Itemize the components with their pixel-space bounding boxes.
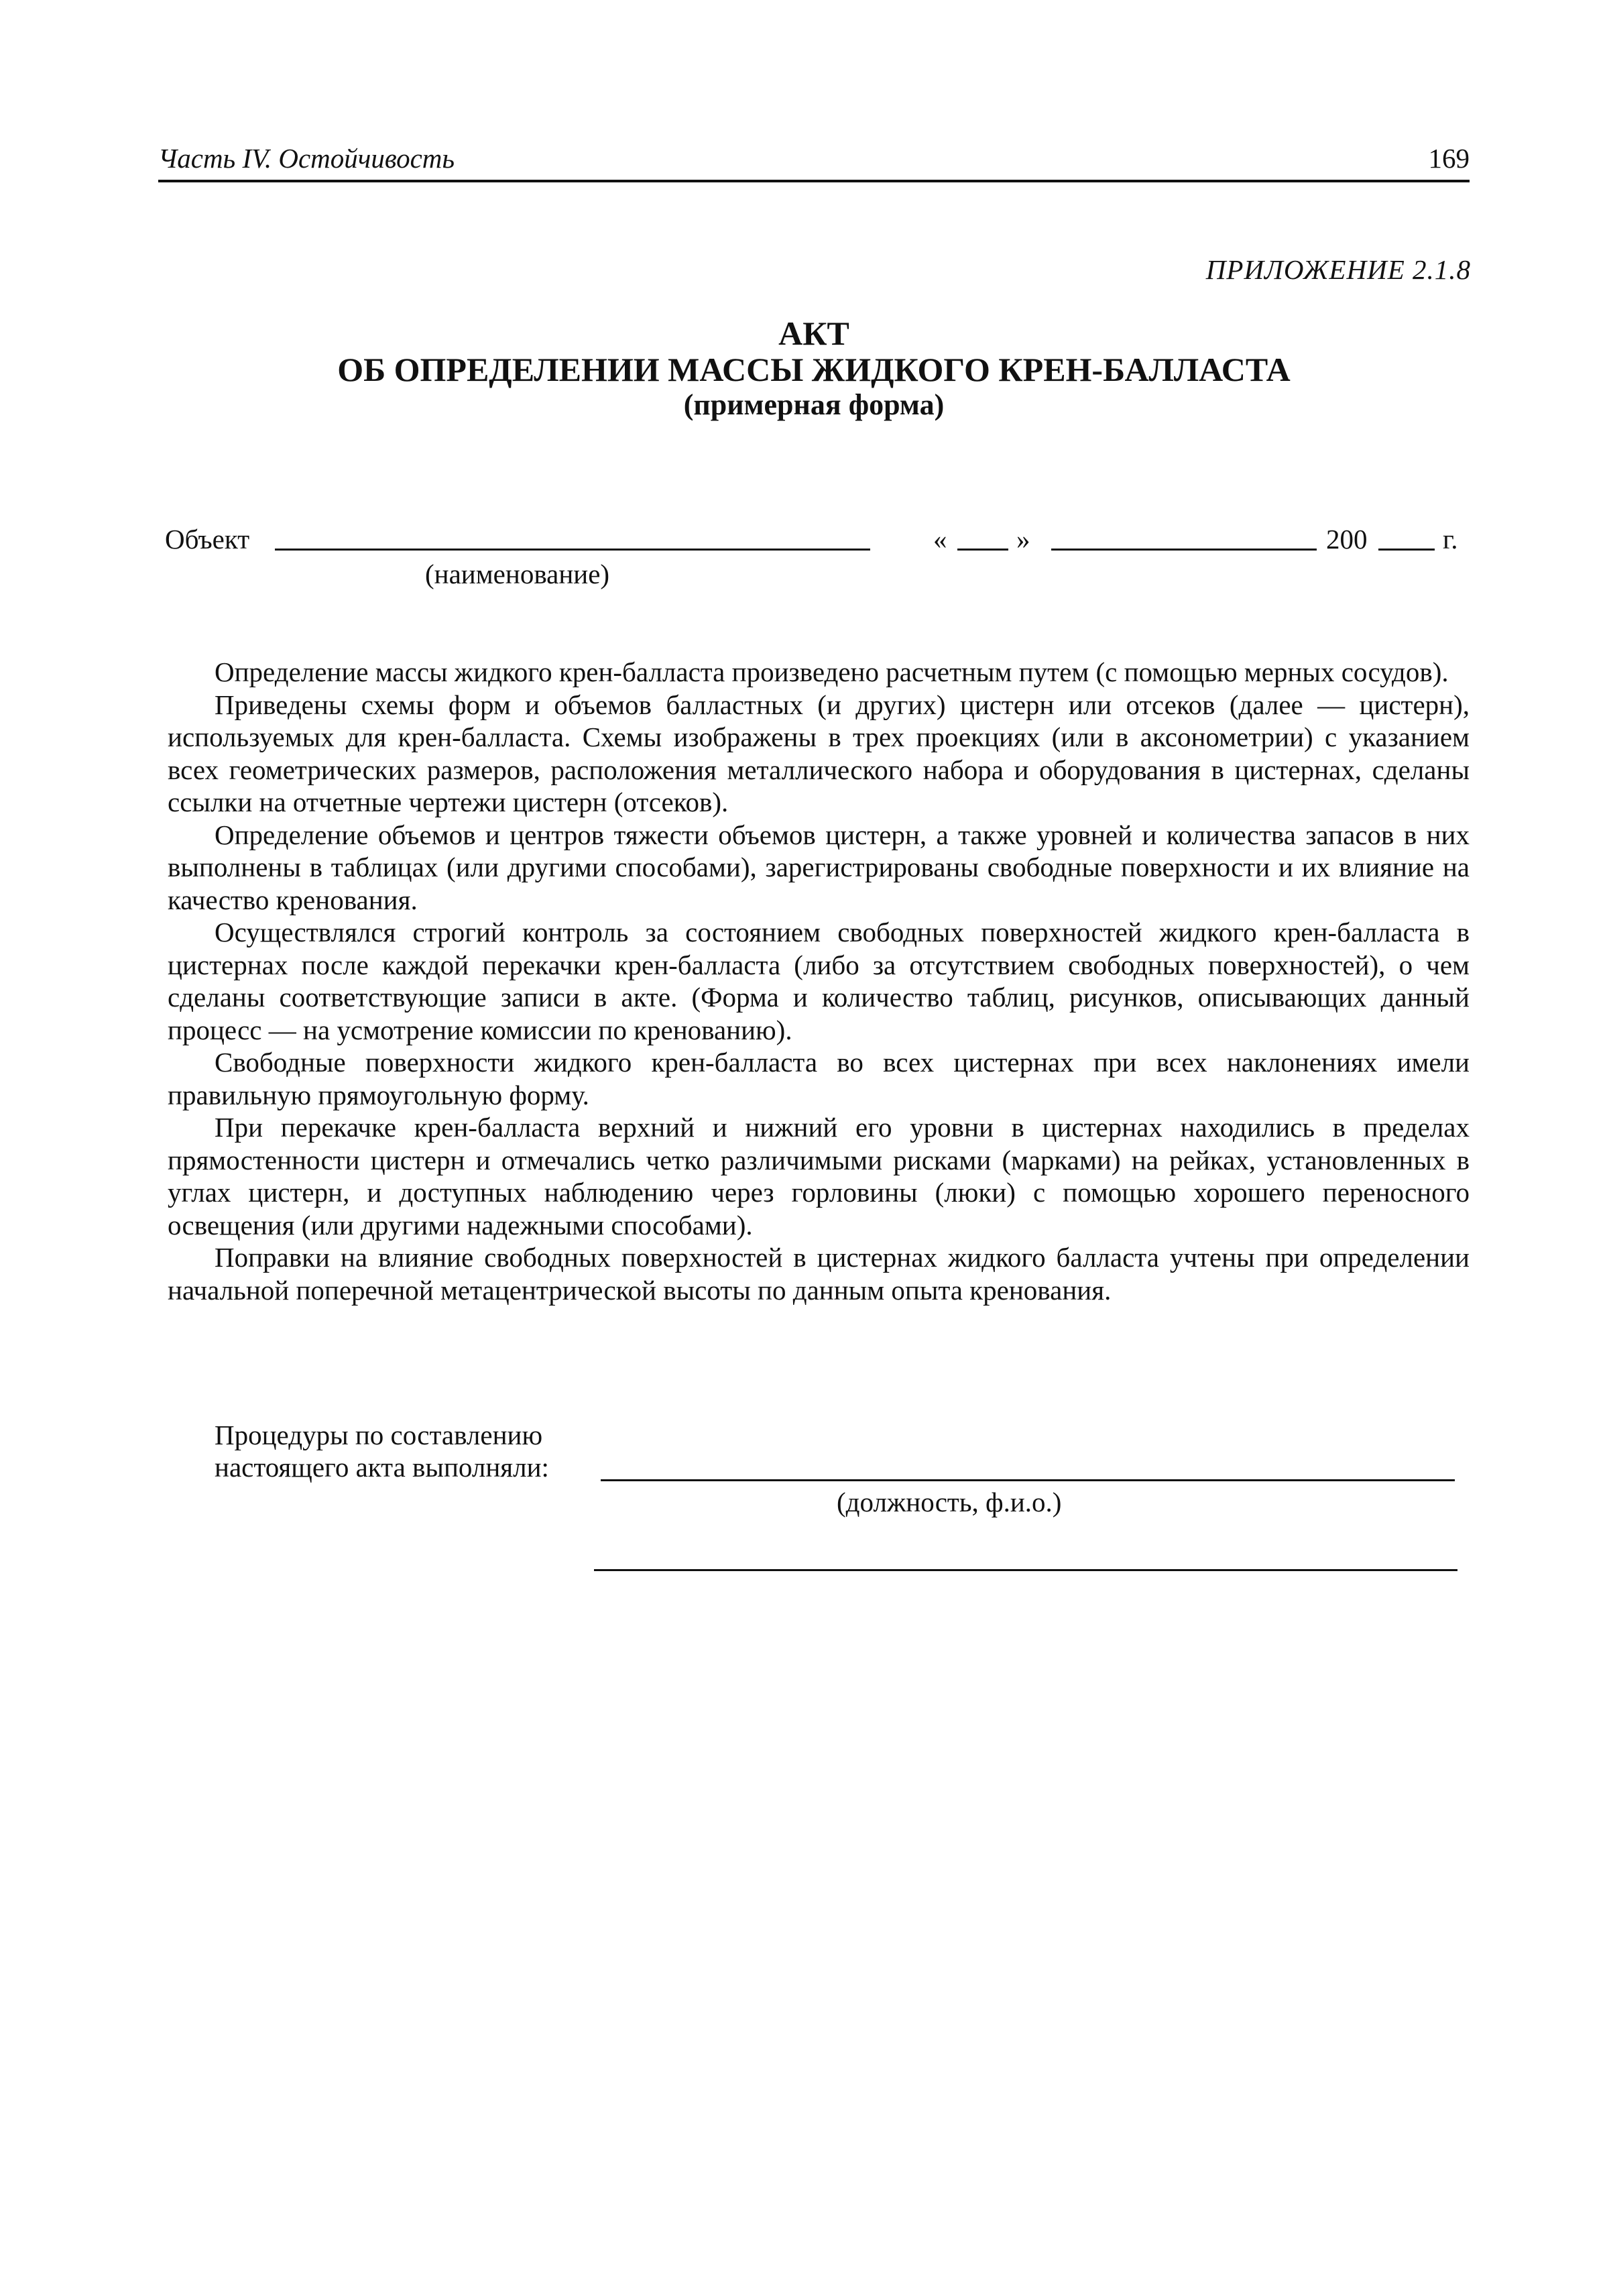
- object-name-caption: (наименование): [425, 559, 610, 589]
- signature-caption: (должность, ф.и.о.): [837, 1487, 1062, 1517]
- object-label: Объект: [165, 524, 250, 555]
- section-title: Часть IV. Остойчивость: [158, 143, 455, 174]
- date-quote-close: »: [1016, 524, 1030, 555]
- paragraph-2: Приведены схемы форм и объемов балластных (и других) цистерн или отсеков (далее — цистерн), используемых для крен-балласта. Схемы изображены в трех проекциях (или в аксонометрии) с указанием всех геометрических размеров, расположения металлического набора и оборудования в цистернах, сделаны ссылки на отчетные чертежи цистерн (отсеков).: [168, 689, 1470, 817]
- signature-blank-2[interactable]: [594, 1569, 1457, 1571]
- title-line-2: ОБ ОПРЕДЕЛЕНИИ МАССЫ ЖИДКОГО КРЕН-БАЛЛАСТА: [337, 351, 1291, 388]
- year-blank[interactable]: [1378, 549, 1435, 551]
- date-quote-open: «: [933, 524, 947, 555]
- year-suffix: г.: [1443, 524, 1458, 555]
- body-text: [168, 656, 1470, 1306]
- object-name-blank[interactable]: [275, 549, 870, 551]
- signature-blank-1[interactable]: [601, 1479, 1455, 1481]
- paragraph-1: Определение массы жидкого крен-балласта произведено расчетным путем (с помощью мерных сосудов).: [215, 656, 1449, 687]
- document-title: [158, 315, 1470, 422]
- signature-label-line-1: Процедуры по составлению: [215, 1420, 543, 1450]
- running-header: [158, 142, 1470, 182]
- paragraph-7: Поправки на влияние свободных поверхностей в цистернах жидкого балласта учтены при определении начальной поперечной метацентрической высоты по данным опыта кренования.: [168, 1242, 1470, 1306]
- signature-label: [215, 1419, 549, 1483]
- paragraph-6: При перекачке крен-балласта верхний и нижний его уровни в цистернах находились в пределах прямостенности цистерн и отмечались четко различимыми рисками (марками) на рейках, установленных в углах цистерн, и доступных наблюдению через горловины (люки) с помощью хорошего переносного освещения (или другими надежными способами).: [168, 1112, 1470, 1241]
- title-line-1: АКТ: [778, 314, 849, 352]
- page-number: 169: [1428, 143, 1470, 174]
- paragraph-5: Свободные поверхности жидкого крен-балласта во всех цистернах при всех наклонениях имели правильную прямоугольную форму.: [168, 1047, 1470, 1110]
- title-line-3: (примерная форма): [683, 388, 945, 421]
- day-blank[interactable]: [957, 549, 1008, 551]
- paragraph-3: Определение объемов и центров тяжести объемов цистерн, а также уровней и количества запасов в них выполнены в таблицах (или другими способами), зарегистрированы свободные поверхности и их влияние на качество кренования.: [168, 819, 1470, 915]
- signature-label-line-2: настоящего акта выполняли:: [215, 1452, 549, 1483]
- paragraph-4: Осуществлялся строгий контроль за состоянием свободных поверхностей жидкого крен-балласта в цистернах после каждой перекачки крен-балласта (либо за отсутствием свободных поверхностей), о чем сделаны соответствующие записи в акте. (Форма и количество таблиц, рисунков, описывающих данный процесс — на усмотрение комиссии по кренованию).: [168, 917, 1470, 1045]
- year-prefix: 200: [1326, 524, 1368, 555]
- month-blank[interactable]: [1051, 549, 1317, 551]
- appendix-label: ПРИЛОЖЕНИЕ 2.1.8: [1205, 254, 1471, 285]
